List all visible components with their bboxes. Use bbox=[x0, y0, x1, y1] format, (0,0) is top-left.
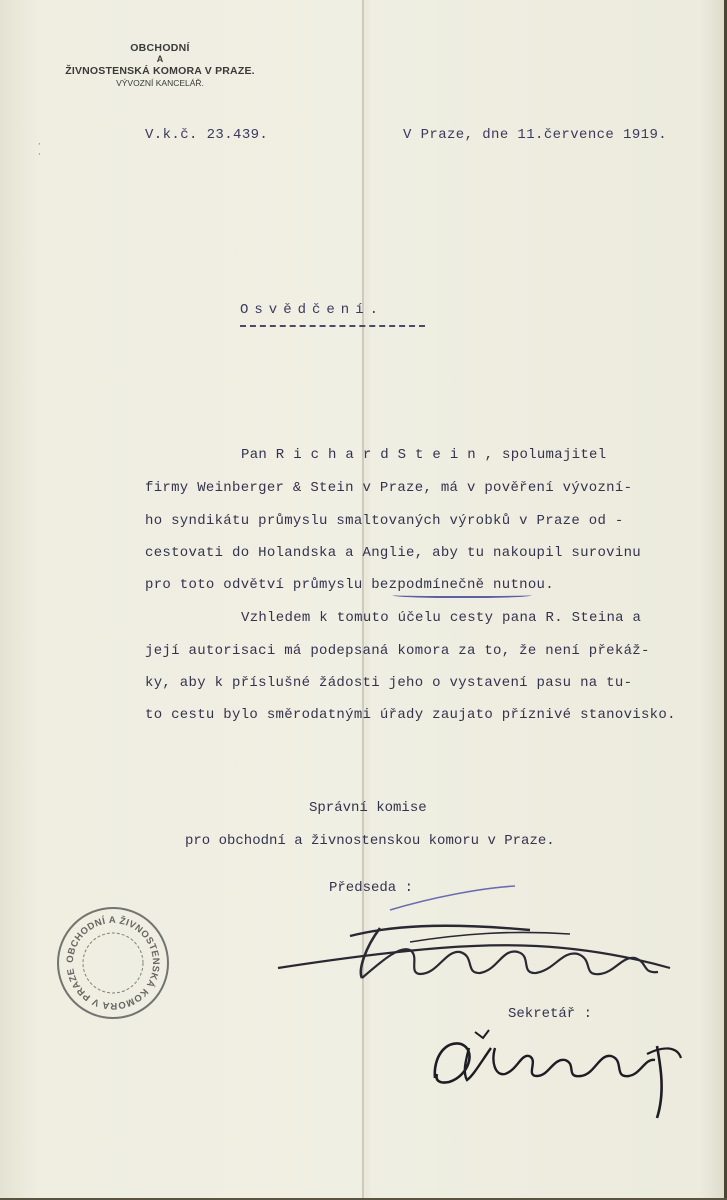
body-line-6: Vzhledem k tomuto účelu cesty pana R. Steina a bbox=[241, 610, 642, 626]
official-stamp bbox=[57, 907, 169, 1019]
letterhead-line-2: A bbox=[156, 54, 164, 64]
letterhead bbox=[30, 42, 290, 89]
svg-text:OBCHODNÍ A ŽIVNOSTENSKÁ KOMORA bbox=[65, 915, 161, 1011]
margin-dots: · · bbox=[37, 140, 42, 159]
secretary-signature bbox=[425, 1018, 695, 1128]
chairman-label: Předseda : bbox=[329, 880, 414, 896]
stamp-text: OBCHODNÍ A ŽIVNOSTENSKÁ KOMORA V PRAZE bbox=[64, 914, 162, 1012]
paper-fold bbox=[362, 0, 364, 1200]
body-line-9: to cestu bylo směrodatnými úřady zaujato příznivé stanovisko. bbox=[145, 707, 676, 723]
body-line-4: cestovati do Holandska a Anglie, aby tu nakoupil surovinu bbox=[145, 545, 641, 561]
letterhead-line-4: VÝVOZNÍ KANCELÁŘ. bbox=[116, 78, 204, 88]
body-line-5: pro toto odvětví průmyslu bezpodmínečně nutnou. bbox=[145, 577, 554, 593]
stamp-graphic bbox=[59, 909, 167, 1017]
body-line-1: Pan R i c h a r d S t e i n , spolumajitel bbox=[241, 447, 607, 463]
document-title: Osvědčení. bbox=[240, 302, 385, 318]
handwritten-underline bbox=[392, 591, 532, 598]
document-date: V Praze, dne 11.července 1919. bbox=[403, 127, 668, 143]
body-line-8: ky, aby k příslušné žádosti jeho o vystavení pasu na tu- bbox=[145, 675, 633, 691]
secretary-label: Sekretář : bbox=[508, 1006, 593, 1022]
reference-number: V.k.č. 23.439. bbox=[145, 127, 269, 143]
issuer-name: Správní komise bbox=[309, 800, 427, 816]
issuer-full-name: pro obchodní a živnostenskou komoru v Praze. bbox=[185, 833, 555, 849]
letterhead-line-1: OBCHODNÍ bbox=[130, 42, 190, 54]
title-underline bbox=[240, 325, 425, 327]
body-line-3: ho syndikátu průmyslu smaltovaných výrobků v Praze od - bbox=[145, 513, 624, 529]
body-line-2: firmy Weinberger & Stein v Praze, má v pověření vývozní- bbox=[145, 480, 633, 496]
letterhead-line-3: ŽIVNOSTENSKÁ KOMORA V PRAZE. bbox=[65, 65, 255, 77]
chairman-signature bbox=[270, 878, 690, 988]
body-line-7: její autorisaci má podepsaná komora za to, že není překáž- bbox=[145, 643, 650, 659]
